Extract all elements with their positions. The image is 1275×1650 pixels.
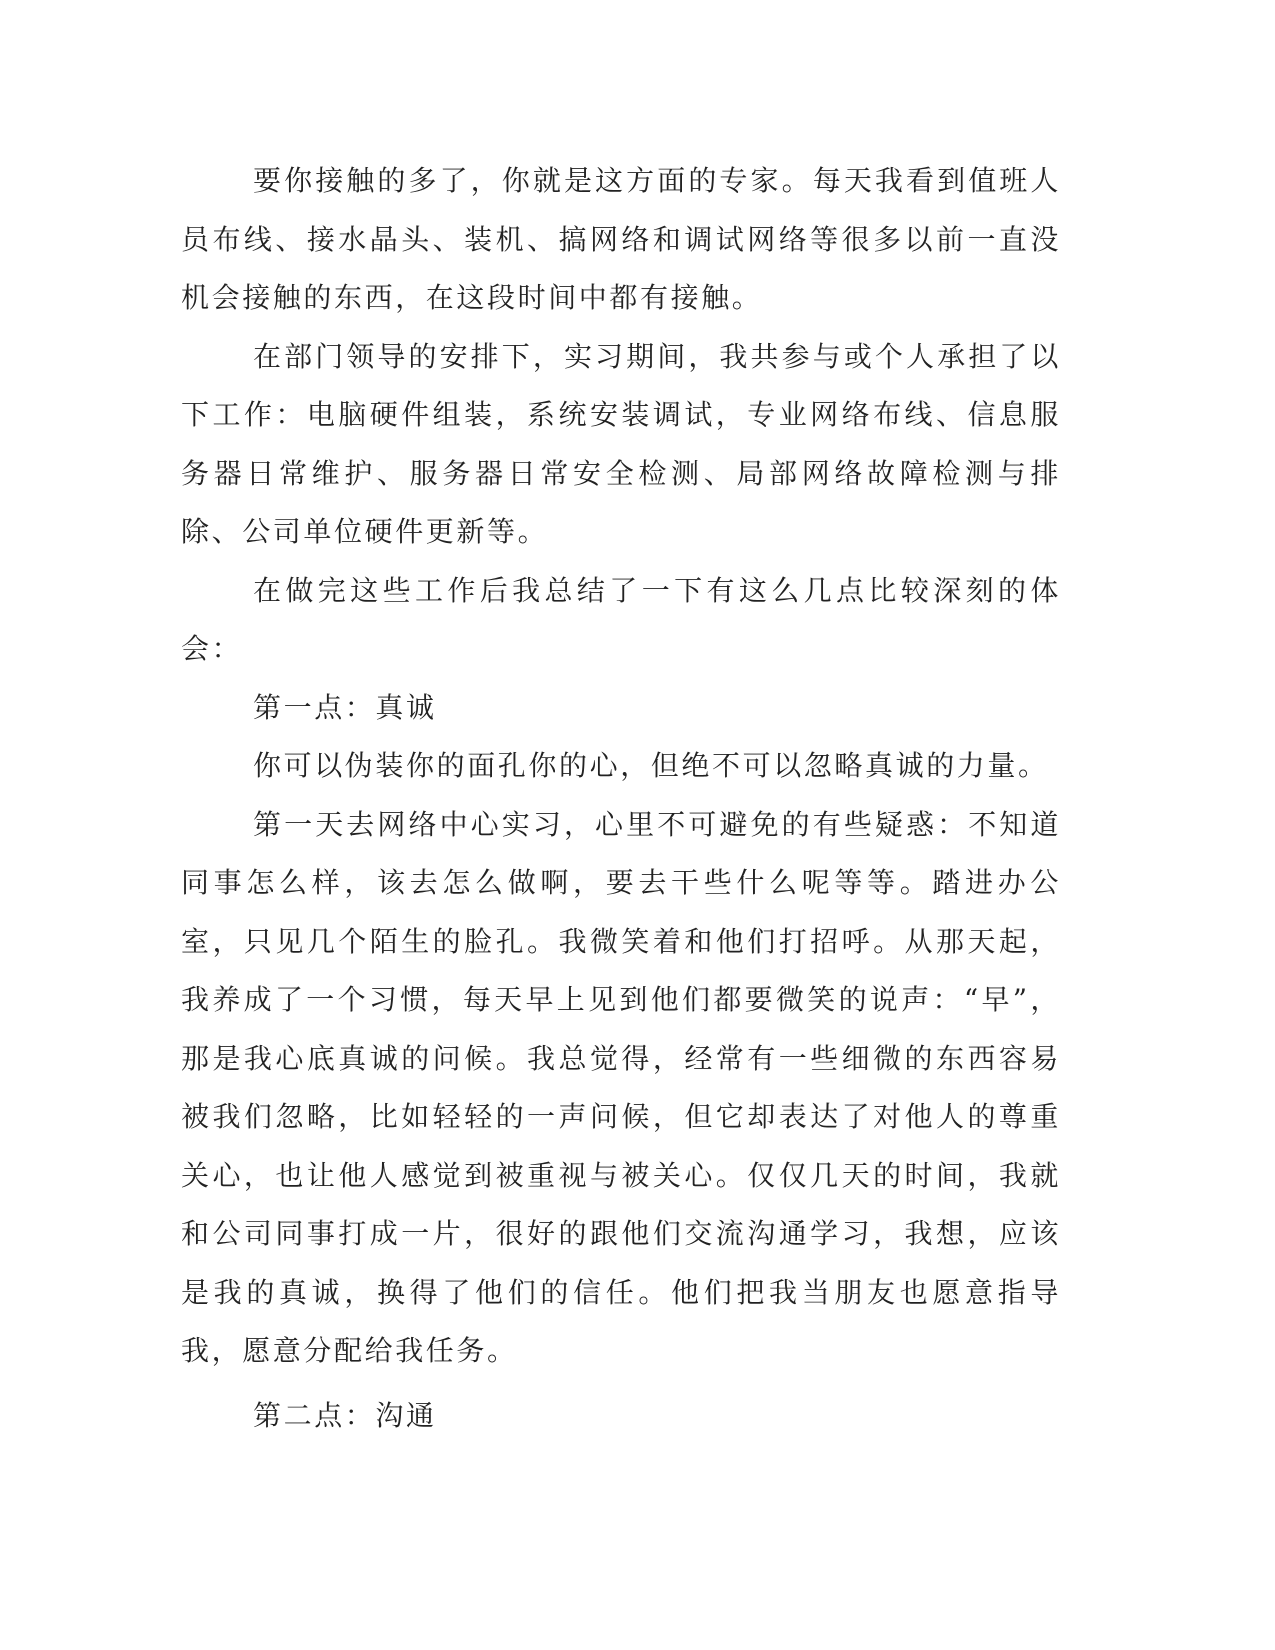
section-heading-sincerity: 第一点：真诚: [253, 690, 437, 724]
paragraph-6: 第一天去网络中心实习，心里不可避免的有些疑惑：不知道同事怎么样，该去怎么做啊，要去干些什么呢等等。踏进办公室，只见几个陌生的脸孔。我微笑着和他们打招呼。从那天起，我养成了一个习惯，每天早上见到他们都要微笑的说声：“早”，那是我心底真诚的问候。我总觉得，经常有一些细微的东西容易被我们忽略，比如轻轻的一声问候，但它却表达了对他人的尊重关心，也让他人感觉到被重视与被关心。仅仅几天的时间，我就和公司同事打成一片，很好的跟他们交流沟通学习，我想，应该是我的真诚，换得了他们的信任。他们把我当朋友也愿意指导我，愿意分配给我任务。: [181, 807, 1061, 1367]
paragraph-3: 在做完这些工作后我总结了一下有这么几点比较深刻的体会：: [181, 573, 1061, 665]
section-heading-communication: 第二点：沟通: [253, 1398, 437, 1432]
paragraph-1: 要你接触的多了，你就是这方面的专家。每天我看到值班人员布线、接水晶头、装机、搞网络和调试网络等很多以前一直没机会接触的东西，在这段时间中都有接触。: [181, 164, 1061, 314]
document-body: [181, 152, 1061, 1445]
paragraph-5: 你可以伪装你的面孔你的心，但绝不可以忽略真诚的力量。: [253, 749, 1049, 782]
paragraph-2: 在部门领导的安排下，实习期间，我共参与或个人承担了以下工作：电脑硬件组装，系统安装调试，专业网络布线、信息服务器日常维护、服务器日常安全检测、局部网络故障检测与排除、公司单位硬件更新等。: [181, 339, 1061, 548]
